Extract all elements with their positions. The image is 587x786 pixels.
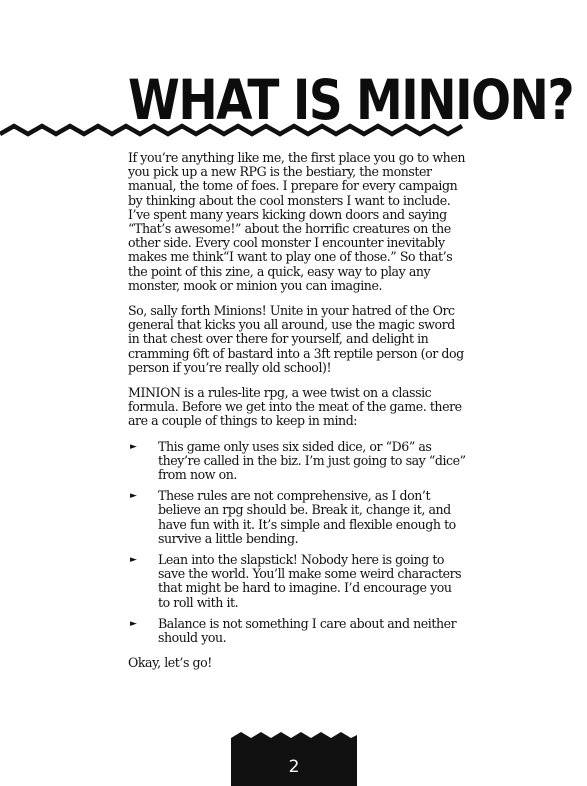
paragraph-rules-lite: MINION is a rules-lite rpg, a wee twist on a classic formula. Before we get into the meat of the game. there are a couple of things to keep in mind: (128, 385, 462, 429)
bullet-list (128, 440, 466, 646)
list-item (128, 440, 466, 483)
arrow-bullet-icon: ► (130, 555, 137, 566)
arrow-bullet-icon: ► (130, 618, 137, 629)
list-item (128, 553, 466, 610)
list-item (128, 617, 466, 645)
closing-line: Okay, let’s go! (128, 655, 212, 671)
paragraph-minions: So, sally forth Minions! Unite in your hatred of the Orc general that kicks you all around, use the magic sword in that chest over there for yourself, and delight in cramming 6ft of bastard into a 3ft reptile person (or dog person if you’re really old school)! (128, 303, 464, 375)
page-title: WHAT IS MINION? (128, 68, 574, 134)
list-item-text: Lean into the slapstick! Nobody here is going to save the world. You’ll make some weird characters that might be hard to imagine. I’d encourage you to roll with it. (158, 552, 462, 610)
paragraph-intro: If you’re anything like me, the first place you go to when you pick up a new RPG is the bestiary, the monster manual, the tome of foes. I prepare for every campaign by thinking about the cool monsters I want to include. I’ve spent many years kicking down doors and saying “That’s awesome!” about the horrific creatures on the other side. Every cool monster I encounter inevitably makes me think“I want to play one of those.” So that’s the point of this zine, a quick, easy way to play any monster, mook or minion you can imagine. (128, 150, 466, 293)
list-item-text: These rules are not comprehensive, as I don’t believe an rpg should be. Break it, change it, and have fun with it. It’s simple and flexible enough to survive a little bending. (158, 488, 456, 546)
arrow-bullet-icon: ► (130, 491, 137, 502)
arrow-bullet-icon: ► (130, 441, 137, 452)
list-item (128, 489, 466, 546)
zigzag-divider (0, 122, 470, 144)
page-number: 2 (288, 757, 300, 777)
list-item-text: Balance is not something I care about and neither should you. (158, 615, 457, 646)
list-item-text: This game only uses six sided dice, or “D6” as they’re called in the biz. I’m just going to say “dice” from now on. (158, 438, 466, 483)
body-text (128, 151, 466, 682)
